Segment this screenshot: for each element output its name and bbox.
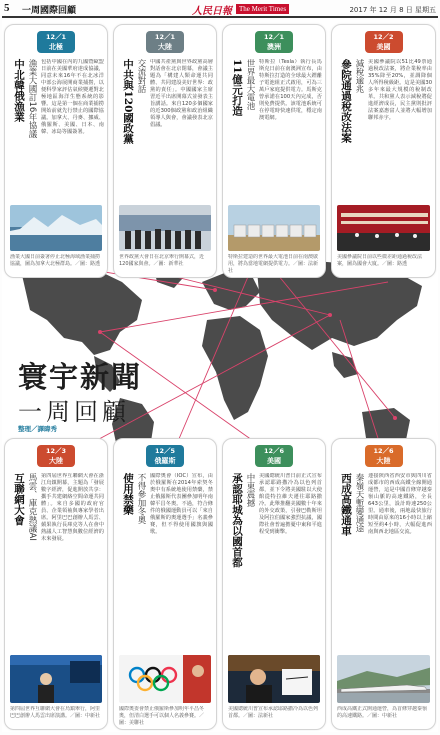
date-badge: 12／1 澳洲 <box>255 31 293 53</box>
headline: 使用禁藥 <box>122 473 134 515</box>
photo-caption: 西成高鐵正式開通運營，為首條穿越秦嶺的高速鐵路。／圖：中新社 <box>337 706 428 719</box>
headline: 互聯網大會 <box>13 473 25 526</box>
news-card-xicheng-rail <box>331 438 436 730</box>
photo-caption: 國際奧委會禁止俄羅斯參加明年平昌冬奧，但清白選手可以個人名義參賽。／圖：美聯社 <box>119 706 205 726</box>
article-photo <box>337 205 430 251</box>
date-badge: 12／6 大陸 <box>365 445 403 467</box>
photo-caption: 美國總統川普宣布承認耶路撒冷為以色列首都。／圖：法新社 <box>228 706 319 719</box>
date-badge: 12／6 美國 <box>255 445 293 467</box>
article-body: 第四屆世界互聯網大會在浙江烏鎮開幕，主題為「發展數字經濟，促進開放共享：攜手共建網絡空間命運共同體」。來自多國的政府官員、企業領袖與專家學者出席。阿里巴巴創辦人馬雲、蘋果執行長庫克等人在會中熱議人工智慧與數位經濟的未來發展。 <box>41 473 104 542</box>
article-body: 美國總統川普日前正式宣布承認耶路撒冷為以色列首都，並下令將美國駐以大使館從特拉維夫遷往耶路撒冷。此舉推翻美國數十年來的外交政策，引發巴勒斯坦及阿拉伯國家強烈抗議，國際社會普遍擔憂中東和平進程受到衝擊。 <box>259 473 322 535</box>
article-photo <box>228 205 320 251</box>
article-body: 美國參議院以51比49票通過稅改法案，將企業稅率由35%降至20%，並調降個人所得稅級距。這是美國30多年來最大規模的稅制改革。共和黨人表示減稅將促進經濟成長，民主黨則批評法案嘉惠富人並將大幅增加聯邦赤字。 <box>368 59 432 121</box>
news-card-tesla-battery <box>222 24 326 278</box>
date-badge: 12／3 大陸 <box>37 445 75 467</box>
article-photo <box>10 655 102 703</box>
subheadline: 交流對話 <box>136 59 146 93</box>
subheadline: 馬雲、庫克熱議AI <box>27 473 37 541</box>
subheadline: 世界最大電池 <box>245 59 255 110</box>
news-card-senate-tax <box>331 24 436 278</box>
date-badge: 12／5 俄羅斯 <box>146 445 184 467</box>
date-badge: 12／1 北極 <box>37 31 75 53</box>
article-body: 特斯拉（Tesla）執行長馬斯克日前在南澳洲宣布，由特斯拉打造的全球最大鋰離子電池組正式啟用，可為三萬戶家庭提供電力。馬斯克曾承諾在100天內完成，否則免費提供。該電池系統可在停電時快速供電，穩定南澳電網。 <box>259 59 322 121</box>
issue-date: 2017 年 12 月 8 日 星期五 <box>349 6 436 14</box>
logo-english: The Merit Times <box>236 4 289 14</box>
subheadline: 秦嶺天塹變通途 <box>354 473 364 533</box>
headline: 承認耶城為以國首都 <box>231 473 243 568</box>
section-title: 一周國際回顧 <box>22 6 77 16</box>
news-card-arctic-fishing <box>4 24 108 278</box>
article-photo <box>119 655 211 703</box>
date-badge: 12／1 大陸 <box>146 31 184 53</box>
page-header <box>2 2 438 18</box>
page-number: 5 <box>4 2 10 14</box>
news-card-cpc-dialogue <box>113 24 217 278</box>
headline: 11億元打造 <box>231 59 243 116</box>
date-badge: 12／2 美國 <box>365 31 403 53</box>
feature-subtitle: 一周回顧 <box>18 398 130 426</box>
subheadline: 漁業大國訂16年協議 <box>27 59 37 138</box>
subheadline: 中東震撼 <box>245 473 255 507</box>
photo-caption: 第四屆世界互聯網大會在烏鎮舉行，阿里巴巴創辦人馬雲出席演講。／圖：中新社 <box>10 706 101 719</box>
article-body: 國際奧會（IOC）宣布，由於俄羅斯在2014年索契冬奧中有系統地使用禁藥，禁止俄羅斯代表團參加明年南韓平昌冬奧。不過，符合條件的俄國運動員可以「來自俄羅斯的奧運選手」名義參賽，但不得使用國旗與國歌。 <box>150 473 213 535</box>
headline: 中共與120國政黨 <box>122 59 134 144</box>
news-card-russia-olympics <box>113 438 217 730</box>
article-body: 包括中國在內的九國暨歐盟日前在美國華府達成協議，同意未來16年不在北冰洋中部公海展開商業捕撈，以便科學家評估氣候變遷對北極地區海洋生態系統的影響。這是第一個在商業捕撈開始前就先行禁止的國際協議。加拿大、丹麥、挪威、俄羅斯、美國、日本、南韓、冰島等國簽署。 <box>41 59 104 135</box>
subheadline: 減稅逾兆 <box>354 59 364 93</box>
subheadline: 不得參加冬奧 <box>136 473 146 524</box>
headline: 參院通過稅改法案 <box>340 59 352 143</box>
photo-caption: 特斯拉建造的世界最大電池日前在南澳啟用，將為當地電網提供電力。／圖：法新社 <box>228 254 319 274</box>
news-card-internet-conference <box>4 438 108 730</box>
photo-caption: 世界政黨大會日在北京舉行開幕式，近120國家與會。／圖：新華社 <box>119 254 205 267</box>
article-body: 中國共產黨與世界政黨高層對話會在北京閉幕，會議主題為「構建人類命運共同體、共同建設美好世界：政黨的責任」。中國國家主席習近平出席開幕式並發表主旨講話。來自120多個國家的近300個政黨和政治組織領導人與會，會議發表北京倡議。 <box>150 59 213 128</box>
headline: 中北韓俄漁業 <box>13 59 25 122</box>
article-photo <box>337 655 430 703</box>
editor-byline: 整理／譯暐秀 <box>18 425 57 433</box>
feature-title: 寰宇新聞 <box>18 360 143 394</box>
photo-caption: 美國參議院日前以些微差距通過稅改法案，圖為國會大廈。／圖：路透 <box>337 254 423 267</box>
article-photo <box>119 205 211 251</box>
headline: 西成高鐵通車 <box>340 473 352 536</box>
logo-chinese: 人民日報 <box>192 5 232 17</box>
article-photo <box>228 655 320 703</box>
photo-caption: 漁業大國日前簽署停止北極海域漁業捕撈協議，圖為加拿大北極群島。／圖：路透 <box>10 254 101 267</box>
masthead-logo <box>192 2 289 16</box>
article-photo <box>10 205 102 251</box>
article-body: 連接陝西省西安市與四川省成都市的西成高鐵全線開通運營，這是中國首條穿越秦嶺山脈的高速鐵路，全長643公里，設計時速250公里。通車後，兩地最快旅行時間由原來的16小時以上縮短至約4小時，大幅促進西南與西北地區交流。 <box>368 473 432 535</box>
news-card-jerusalem <box>222 438 326 730</box>
